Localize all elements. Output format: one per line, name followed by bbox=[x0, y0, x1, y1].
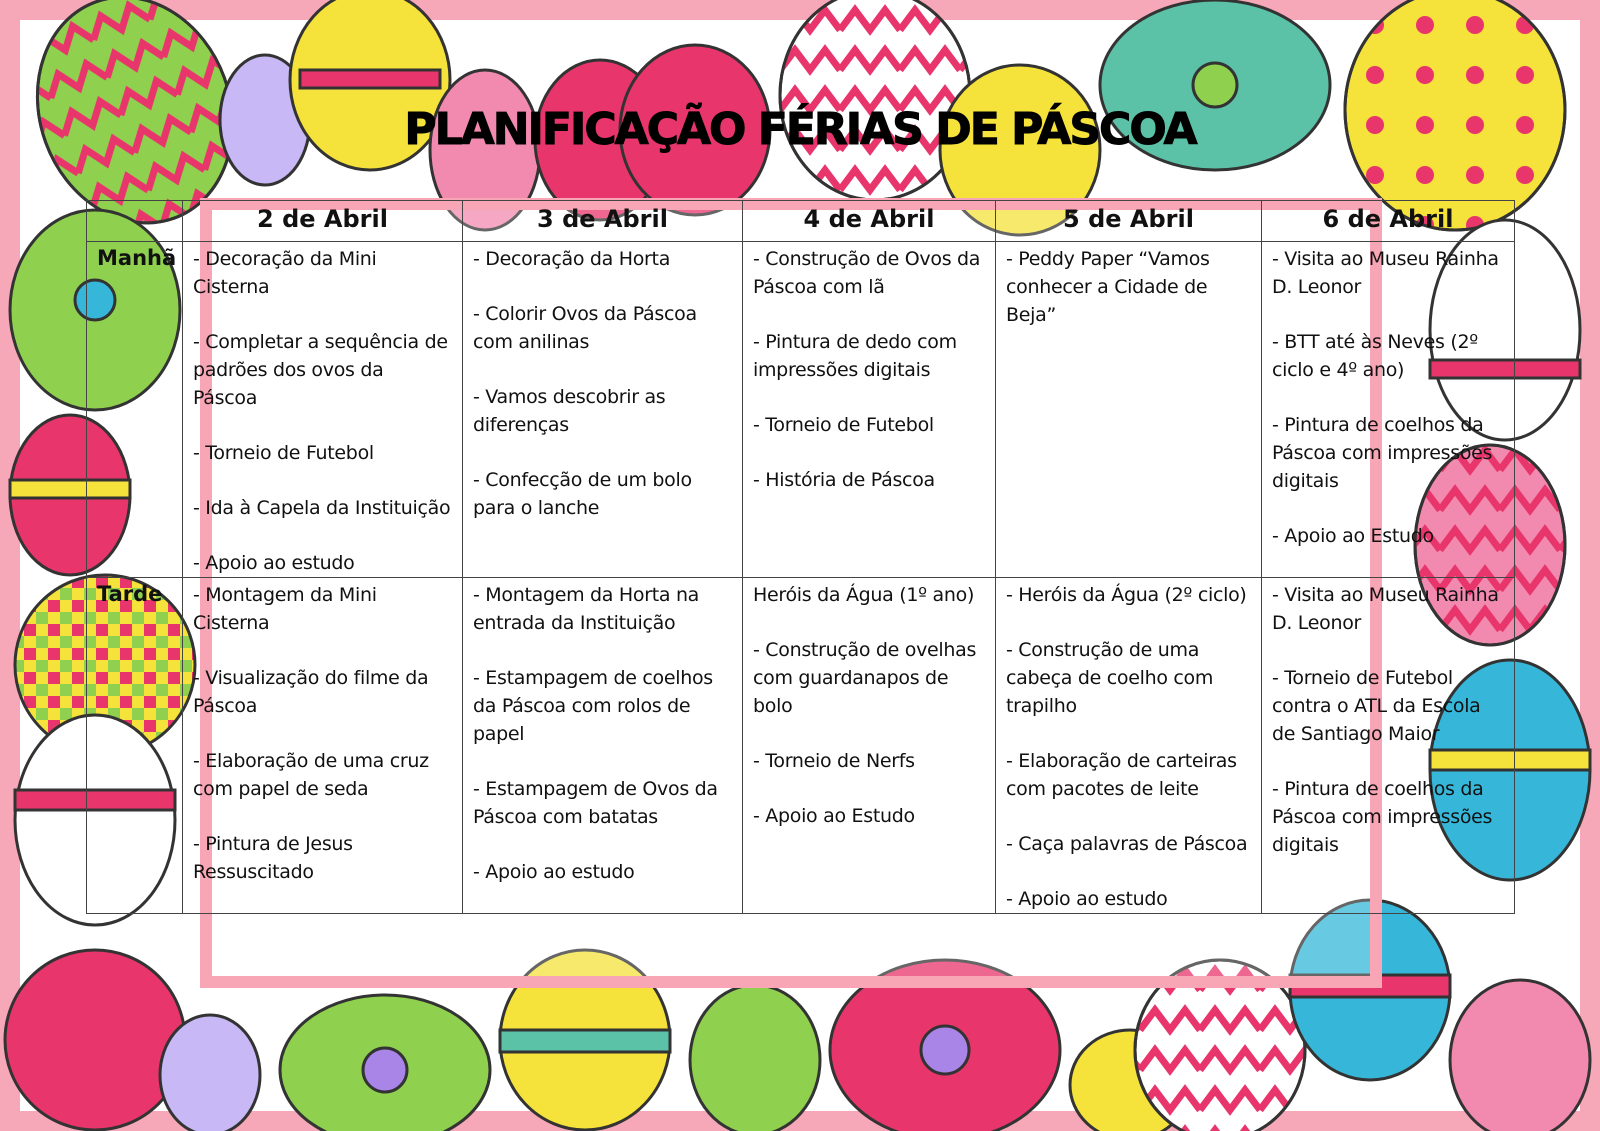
activity-cell bbox=[183, 242, 463, 578]
activity-cell bbox=[743, 242, 996, 578]
egg bbox=[1450, 980, 1590, 1131]
activity: - Visualização do filme da Páscoa bbox=[193, 667, 429, 717]
egg-dot bbox=[921, 1026, 969, 1074]
activity: - Apoio ao estudo bbox=[193, 552, 355, 574]
activity-cell bbox=[463, 578, 743, 914]
activity: - Completar a sequência de padrões dos ovos da Páscoa bbox=[193, 331, 448, 409]
activity: - Vamos descobrir as diferenças bbox=[473, 386, 666, 436]
activity: - Estampagem de coelhos da Páscoa com rolos de papel bbox=[473, 667, 713, 745]
activity-cell bbox=[1262, 578, 1515, 914]
row-label: Manhã bbox=[87, 242, 183, 578]
activity: - Confecção de um bolo para o lanche bbox=[473, 469, 692, 519]
activity-cell bbox=[183, 578, 463, 914]
activity: - Montagem da Horta na entrada da Instituição bbox=[473, 584, 700, 634]
day-header: 3 de Abril bbox=[463, 201, 743, 242]
activity: - Apoio ao estudo bbox=[473, 861, 635, 883]
activity: - Decoração da Horta bbox=[473, 248, 671, 270]
activity-cell bbox=[463, 242, 743, 578]
activity-cell bbox=[996, 242, 1262, 578]
activity: - Torneio de Futebol bbox=[753, 414, 934, 436]
egg bbox=[690, 985, 820, 1131]
row-label: Tarde bbox=[87, 578, 183, 914]
activity: - Ida à Capela da Instituição bbox=[193, 497, 451, 519]
activity: - Colorir Ovos da Páscoa com anilinas bbox=[473, 303, 697, 353]
table-row-tarde bbox=[87, 578, 1515, 914]
activity: - Visita ao Museu Rainha D. Leonor bbox=[1272, 248, 1499, 298]
activity: - Caça palavras de Páscoa bbox=[1006, 833, 1248, 855]
activity-cell bbox=[1262, 242, 1515, 578]
header-row bbox=[87, 201, 1515, 242]
activity: - Heróis da Água (2º ciclo) bbox=[1006, 584, 1247, 606]
activity: - Peddy Paper “Vamos conhecer a Cidade de Beja” bbox=[1006, 248, 1210, 326]
activity: - Montagem da Mini Cisterna bbox=[193, 584, 377, 634]
table-row-manha bbox=[87, 242, 1515, 578]
activity: - História de Páscoa bbox=[753, 469, 935, 491]
day-header: 6 de Abril bbox=[1262, 201, 1515, 242]
activity: - Decoração da Mini Cisterna bbox=[193, 248, 377, 298]
schedule-table bbox=[86, 200, 1515, 914]
activity: - Visita ao Museu Rainha D. Leonor bbox=[1272, 584, 1499, 634]
activity: - Pintura de coelhos da Páscoa com impressões digitais bbox=[1272, 778, 1493, 856]
activity: - Estampagem de Ovos da Páscoa com batatas bbox=[473, 778, 718, 828]
day-header: 5 de Abril bbox=[996, 201, 1262, 242]
activity: - Elaboração de carteiras com pacotes de leite bbox=[1006, 750, 1237, 800]
day-header: 4 de Abril bbox=[743, 201, 996, 242]
activity: - Apoio ao estudo bbox=[1006, 888, 1168, 910]
activity: - Torneio de Futebol contra o ATL da Escola de Santiago Maior bbox=[1272, 667, 1481, 745]
activity: - BTT até às Neves (2º ciclo e 4º ano) bbox=[1272, 331, 1478, 381]
egg-stripe bbox=[300, 70, 440, 88]
activity: - Torneio de Futebol bbox=[193, 442, 374, 464]
egg bbox=[5, 950, 185, 1130]
activity: - Pintura de dedo com impressões digitais bbox=[753, 331, 957, 381]
egg-stripe bbox=[500, 1030, 670, 1052]
activity: - Pintura de coelhos da Páscoa com impressões digitais bbox=[1272, 414, 1493, 492]
activity: - Construção de ovelhas com guardanapos de bolo bbox=[753, 639, 977, 717]
egg-dot bbox=[363, 1048, 407, 1092]
page-title: PLANIFICAÇÃO FÉRIAS DE PÁSCOA bbox=[404, 104, 1196, 155]
activity: - Apoio ao Estudo bbox=[1272, 525, 1434, 547]
activity-cell bbox=[996, 578, 1262, 914]
activity: - Torneio de Nerfs bbox=[753, 750, 915, 772]
activity: - Pintura de Jesus Ressuscitado bbox=[193, 833, 353, 883]
activity: - Construção de Ovos da Páscoa com lã bbox=[753, 248, 981, 298]
activity: - Elaboração de uma cruz com papel de seda bbox=[193, 750, 429, 800]
activity: - Construção de uma cabeça de coelho com trapilho bbox=[1006, 639, 1214, 717]
corner-cell bbox=[87, 201, 183, 242]
egg bbox=[160, 1015, 260, 1131]
day-header: 2 de Abril bbox=[183, 201, 463, 242]
activity: - Apoio ao Estudo bbox=[753, 805, 915, 827]
activity: Heróis da Água (1º ano) bbox=[753, 584, 975, 606]
egg-dot bbox=[1193, 63, 1237, 107]
activity-cell bbox=[743, 578, 996, 914]
